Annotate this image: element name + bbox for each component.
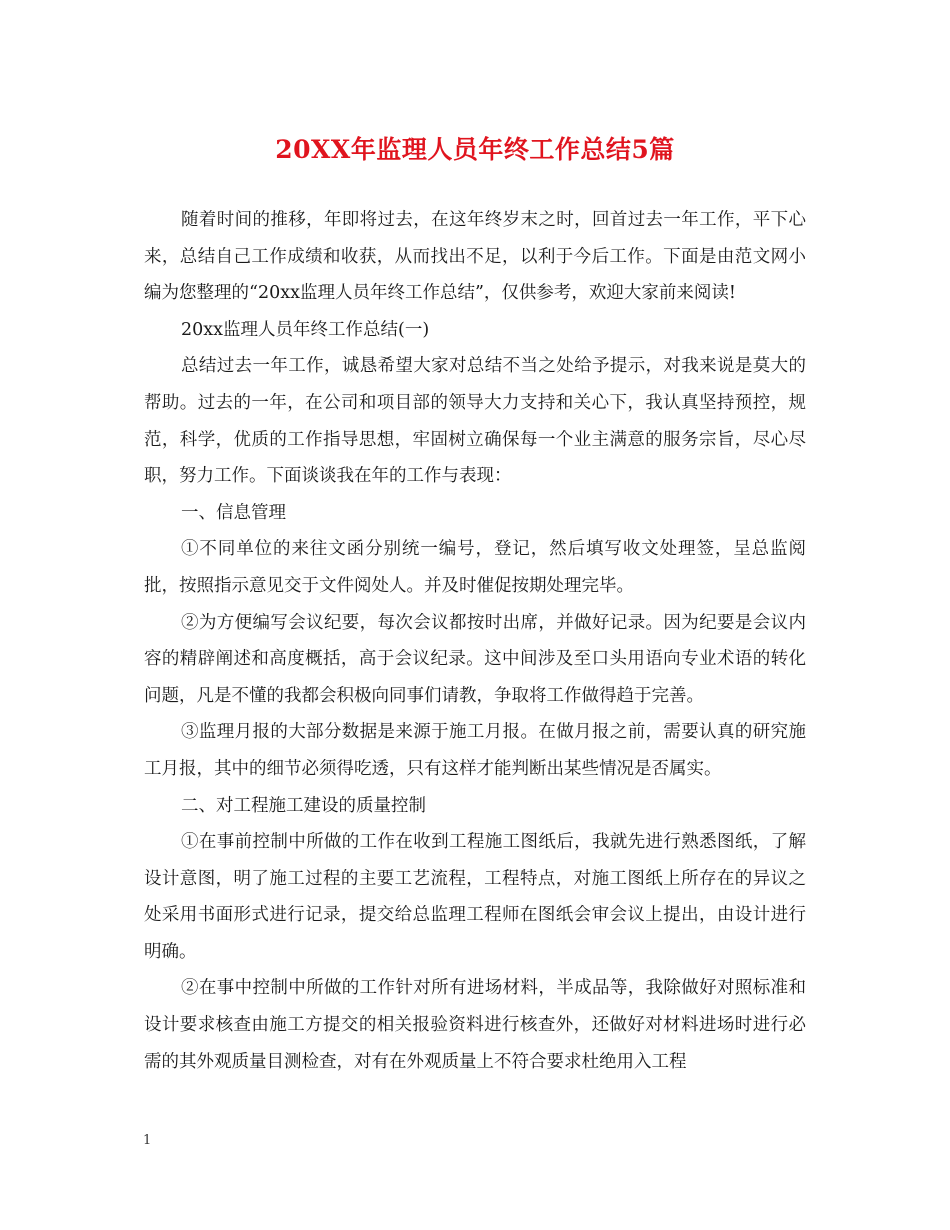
section-heading: 一、信息管理 [181,502,286,523]
body-paragraph: ①不同单位的来往文函分别统一编号，登记，然后填写收文处理签，呈总监阅批，按照指示意见交于文件阅处人。并及时催促按期处理完毕。 [144,539,806,596]
intro-paragraph: 随着时间的推移，年即将过去，在这年终岁末之时，回首过去一年工作，平下心来，总结自己工作成绩和收获，从而找出不足，以利于今后工作。下面是由范文网小编为您整理的“20xx监理人员年终工作总结”，仅供参考，欢迎大家前来阅读! [144,210,806,304]
section-heading: 二、对工程施工建设的质量控制 [181,795,426,816]
body-paragraph: ③监理月报的大部分数据是来源于施工月报。在做月报之前，需要认真的研究施工月报，其中的细节必须得吃透，只有这样才能判断出某些情况是否属实。 [144,722,806,779]
body-paragraph: ②在事中控制中所做的工作针对所有进场材料，半成品等，我除做好对照标准和设计要求核查由施工方提交的相关报验资料进行核查外，还做好对材料进场时进行必需的其外观质量目测检查，对有在外观质量上不符合要求杜绝用入工程 [144,978,806,1072]
body-paragraph: ①在事前控制中所做的工作在收到工程施工图纸后，我就先进行熟悉图纸，了解设计意图，明了施工过程的主要工艺流程，工程特点，对施工图纸上所存在的异议之处采用书面形式进行记录，提交给总监理工程师在图纸会审会议上提出，由设计进行明确。 [144,832,806,962]
document-body [144,202,806,1080]
page-number: 1 [143,1133,152,1148]
document-title: 20XX年监理人员年终工作总结5篇 [275,135,675,164]
body-paragraph: ②为方便编写会议纪要，每次会议都按时出席，并做好记录。因为纪要是会议内容的精辟阐述和高度概括，高于会议纪录。这中间涉及至口头用语向专业术语的转化问题，凡是不懂的我都会积极向同事们请教，争取将工作做得趋于完善。 [144,612,806,706]
body-paragraph: 总结过去一年工作，诚恳希望大家对总结不当之处给予提示，对我来说是莫大的帮助。过去的一年，在公司和项目部的领导大力支持和关心下，我认真坚持预控，规范，科学，优质的工作指导思想，牢固树立确保每一个业主满意的服务宗旨，尽心尽职，努力工作。下面谈谈我在年的工作与表现： [144,356,806,487]
section-heading: 20xx监理人员年终工作总结(一) [181,319,430,340]
